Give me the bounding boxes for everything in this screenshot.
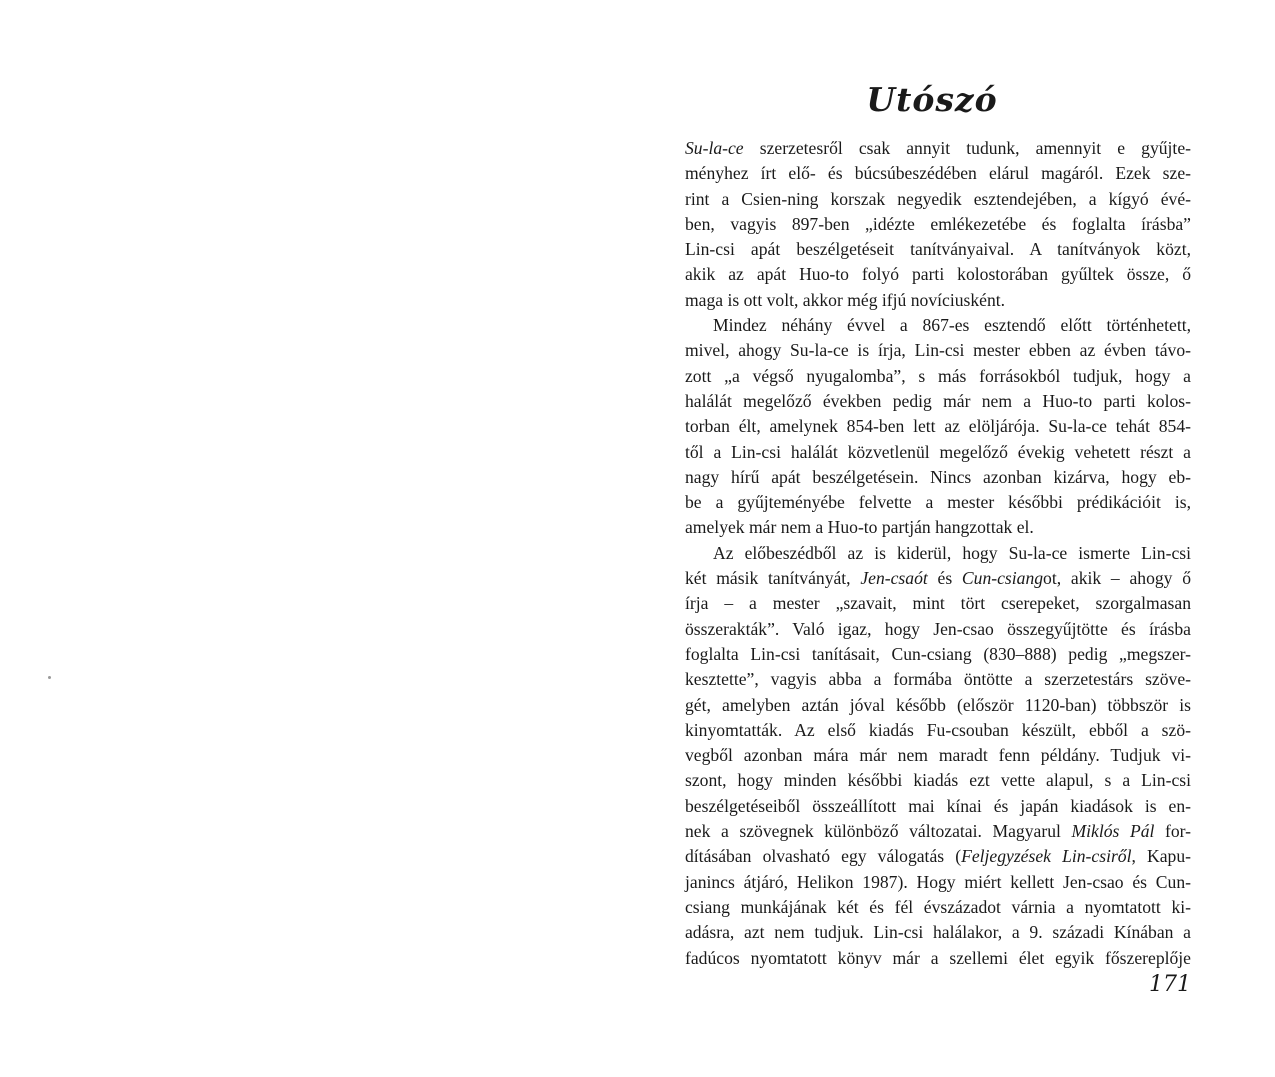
text-span: for-	[1154, 821, 1192, 842]
text-line: nagy hírű apát beszélgetésein. Nincs azonban kizárva, hogy eb-	[685, 466, 1191, 487]
text-line: zott „a végső nyugalomba”, s más forrásokból tudjuk, hogy a	[685, 365, 1191, 386]
text-line: vegből azonban mára már nem maradt fenn példány. Tudjuk vi-	[685, 745, 1191, 766]
text-span: és	[927, 568, 962, 589]
body-text	[685, 136, 1191, 971]
text-span: ot, akik – ahogy ő	[1043, 568, 1192, 589]
text-line: foglalta Lin-csi tanításait, Cun-csiang (830–888) pedig „megszer-	[685, 643, 1191, 664]
text-line	[685, 819, 1191, 844]
text-line: től a Lin-csi halálát közvetlenül megelőző évekig vehetett részt a	[685, 441, 1191, 462]
text-line: írja – a mester „szavait, mint tört cserepeket, szorgalmasan	[685, 593, 1191, 614]
text-line: ben, vagyis 897-ben „idézte emlékezetébe és foglalta írásba”	[685, 213, 1191, 234]
italic-name: Cun-csiang	[961, 568, 1044, 589]
text-line: beszélgetéseiből összeállított mai kínai és japán kiadások is en-	[685, 795, 1191, 816]
text-line: rint a Csien-ning korszak negyedik esztendejében, a kígyó évé-	[685, 188, 1191, 209]
text-line	[685, 136, 1191, 161]
text-line	[685, 566, 1191, 591]
right-page	[637, 0, 1275, 1077]
text-line	[685, 844, 1191, 869]
text-span: szerzetesről csak annyit tudunk, amennyit e gyűjte-	[743, 138, 1191, 158]
scan-speck	[48, 676, 51, 679]
italic-name: Miklós Pál	[1071, 821, 1155, 842]
text-line: Lin-csi apát beszélgetéseit tanítványaival. A tanítványok közt,	[685, 239, 1191, 260]
text-line: kesztette”, vagyis abba a formába öntötte a szerzetestárs szöve-	[685, 669, 1191, 690]
text-span: , Kapu-	[1131, 846, 1191, 867]
text-line: szont, hogy minden későbbi kiadás ezt vette alapul, s a Lin-csi	[685, 770, 1191, 791]
left-page-blank	[0, 0, 637, 1077]
text-span: két másik tanítványát,	[685, 568, 861, 589]
text-line: janincs átjáró, Helikon 1987). Hogy miért kellett Jen-csao és Cun-	[685, 871, 1191, 892]
italic-name: Jen-csaót	[860, 568, 928, 589]
page-number: 171	[1149, 972, 1191, 997]
text-line: fadúcos nyomtatott könyv már a szellemi élet egyik főszereplője	[685, 947, 1191, 968]
text-line: be a gyűjteményébe felvette a mester későbbi prédikációit is,	[685, 492, 1191, 513]
text-line: torban élt, amelynek 854-ben lett az elöljárója. Su-la-ce tehát 854-	[685, 416, 1191, 437]
text-line: kinyomtatták. Az első kiadás Fu-csouban készült, ebből a szö-	[685, 719, 1191, 740]
text-line: adásra, azt nem tudjuk. Lin-csi halálakor, a 9. századi Kínában a	[685, 922, 1191, 943]
text-line: Az előbeszédből az is kiderül, hogy Su-la-ce ismerte Lin-csi	[713, 542, 1191, 563]
text-line: csiang munkájának két és fél évszázadot várnia a nyomtatott ki-	[685, 896, 1191, 917]
text-span: nek a szövegnek különböző változatai. Magyarul	[685, 821, 1072, 842]
text-line: mivel, ahogy Su-la-ce is írja, Lin-csi mester ebben az évben távo-	[685, 340, 1191, 361]
text-line: Mindez néhány évvel a 867-es esztendő előtt történhetett,	[713, 315, 1191, 336]
text-span: dításában olvasható egy válogatás (	[685, 846, 962, 867]
text-line: összerakták”. Való igaz, hogy Jen-csao összegyűjtötte és írásba	[685, 618, 1191, 639]
text-line: halálát megelőző években pedig már nem a Huo-to parti kolos-	[685, 390, 1191, 411]
italic-name: Su-la-ce	[685, 138, 744, 158]
text-line: ményhez írt elő- és búcsúbeszédében elárul magáról. Ezek sze-	[685, 163, 1191, 184]
page-title: Utószó	[866, 80, 998, 119]
text-line: gét, amelyben aztán jóval később (először 1120-ban) többször is	[685, 694, 1191, 715]
text-line: akik az apát Huo-to folyó parti kolostorában gyűltek össze, ő	[685, 264, 1191, 285]
text-line: maga is ott volt, akkor még ifjú novíciusként.	[685, 289, 1006, 310]
italic-title: Feljegyzések Lin-csiről	[961, 846, 1132, 867]
text-line: amelyek már nem a Huo-to partján hangzottak el.	[685, 517, 1034, 538]
